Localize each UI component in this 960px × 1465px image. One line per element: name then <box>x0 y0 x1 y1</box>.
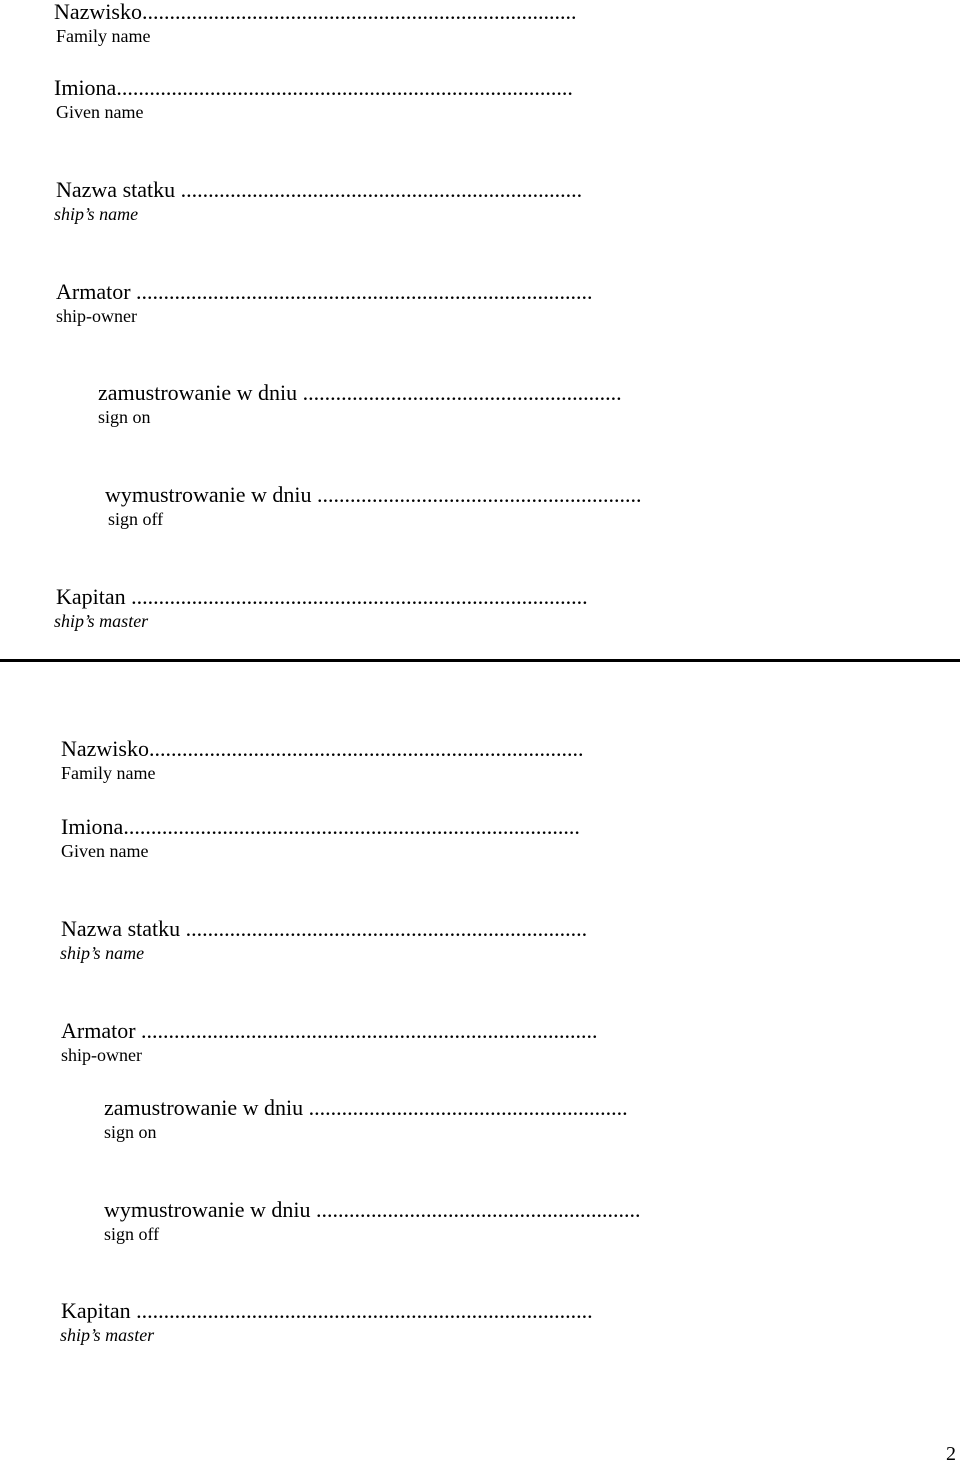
field-sublabel: sign off <box>104 1224 160 1244</box>
field-sublabel: Given name <box>56 102 144 122</box>
top-sign-off-field <box>0 483 960 543</box>
top-ship-name-field <box>0 178 960 238</box>
field-label: zamustrowanie w dniu .......................................................... <box>98 380 622 405</box>
field-sublabel: ship’s master <box>54 611 149 631</box>
top-family-name-field <box>0 0 960 60</box>
bottom-ship-master-field <box>0 1299 960 1359</box>
field-label: Nazwa statku ......................................................................... <box>56 177 583 202</box>
field-sublabel: Family name <box>56 26 151 46</box>
field-sublabel: ship-owner <box>61 1045 142 1065</box>
bottom-sign-off-field <box>0 1198 960 1258</box>
field-sublabel: ship’s master <box>60 1325 155 1345</box>
field-sublabel: ship’s name <box>54 204 139 224</box>
field-label: zamustrowanie w dniu .......................................................... <box>104 1095 628 1120</box>
bottom-given-name-field <box>0 815 960 875</box>
field-label: Kapitan ................................................................................... <box>56 584 588 609</box>
bottom-ship-name-field <box>0 917 960 977</box>
bottom-ship-owner-field <box>0 1019 960 1079</box>
field-label: Imiona................................................................................... <box>54 75 573 100</box>
field-label: wymustrowanie w dniu ........................................................... <box>105 482 642 507</box>
field-sublabel: sign on <box>98 407 151 427</box>
bottom-sign-on-field <box>0 1096 960 1156</box>
field-label: Nazwa statku ......................................................................... <box>61 916 588 941</box>
field-sublabel: sign on <box>104 1122 157 1142</box>
field-label: Imiona................................................................................... <box>61 814 580 839</box>
field-label: Nazwisko............................................................................... <box>54 0 577 24</box>
top-ship-master-field <box>0 585 960 645</box>
field-sublabel: ship’s name <box>60 943 145 963</box>
field-sublabel: ship-owner <box>56 306 137 326</box>
field-label: Kapitan ................................................................................... <box>61 1298 593 1323</box>
field-label: Nazwisko............................................................................... <box>61 736 584 761</box>
field-label: wymustrowanie w dniu ........................................................... <box>104 1197 641 1222</box>
field-sublabel: sign off <box>108 509 164 529</box>
page-number: 2 <box>946 1443 956 1465</box>
top-sign-on-field <box>0 381 960 441</box>
field-label: Armator ................................................................................... <box>61 1018 598 1043</box>
field-sublabel: Family name <box>61 763 156 783</box>
field-sublabel: Given name <box>61 841 149 861</box>
bottom-family-name-field <box>0 737 960 797</box>
top-ship-owner-field <box>0 280 960 340</box>
field-label: Armator ................................................................................... <box>56 279 593 304</box>
cut-line-divider <box>0 659 960 662</box>
top-given-name-field <box>0 76 960 136</box>
